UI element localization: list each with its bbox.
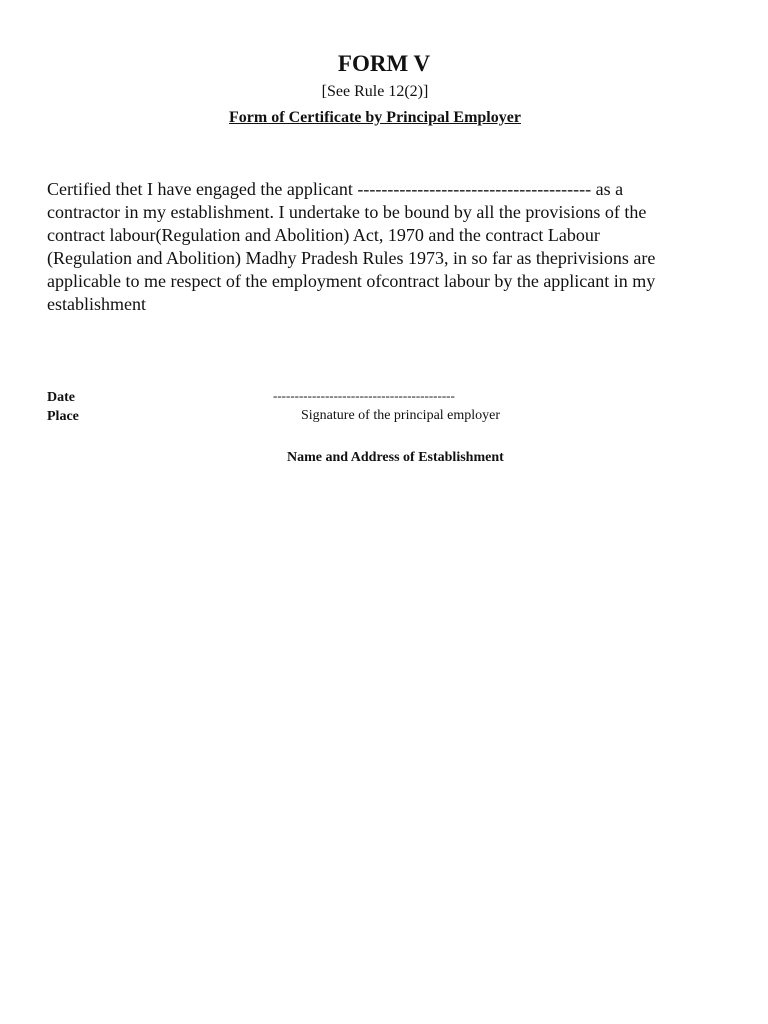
establishment-label: Name and Address of Establishment (287, 450, 504, 465)
form-title: FORM V (337, 51, 431, 76)
body-line: applicable to me respect of the employment ofcontract labour by the applicant in my (47, 271, 656, 291)
body-line: contractor in my establishment. I undertake to be bound by all the provisions of the (47, 202, 647, 222)
signature-line: ------------------------------------------ (273, 388, 455, 403)
place-label: Place (47, 409, 79, 424)
body-line: (Regulation and Abolition) Madhy Pradesh Rules 1973, in so far as theprivisions are (47, 248, 656, 268)
body-line: contract labour(Regulation and Abolition) Act, 1970 and the contract Labour (47, 225, 600, 245)
body-line: Certified thet I have engaged the applicant --------------------------------------- as a (47, 179, 624, 199)
body-line: establishment (47, 294, 146, 314)
certificate-body (47, 178, 717, 316)
signature-caption: Signature of the principal employer (301, 408, 501, 423)
form-subtitle: Form of Certificate by Principal Employer (229, 109, 521, 126)
form-rule-reference: [See Rule 12(2)] (321, 83, 429, 100)
date-label: Date (47, 390, 75, 405)
